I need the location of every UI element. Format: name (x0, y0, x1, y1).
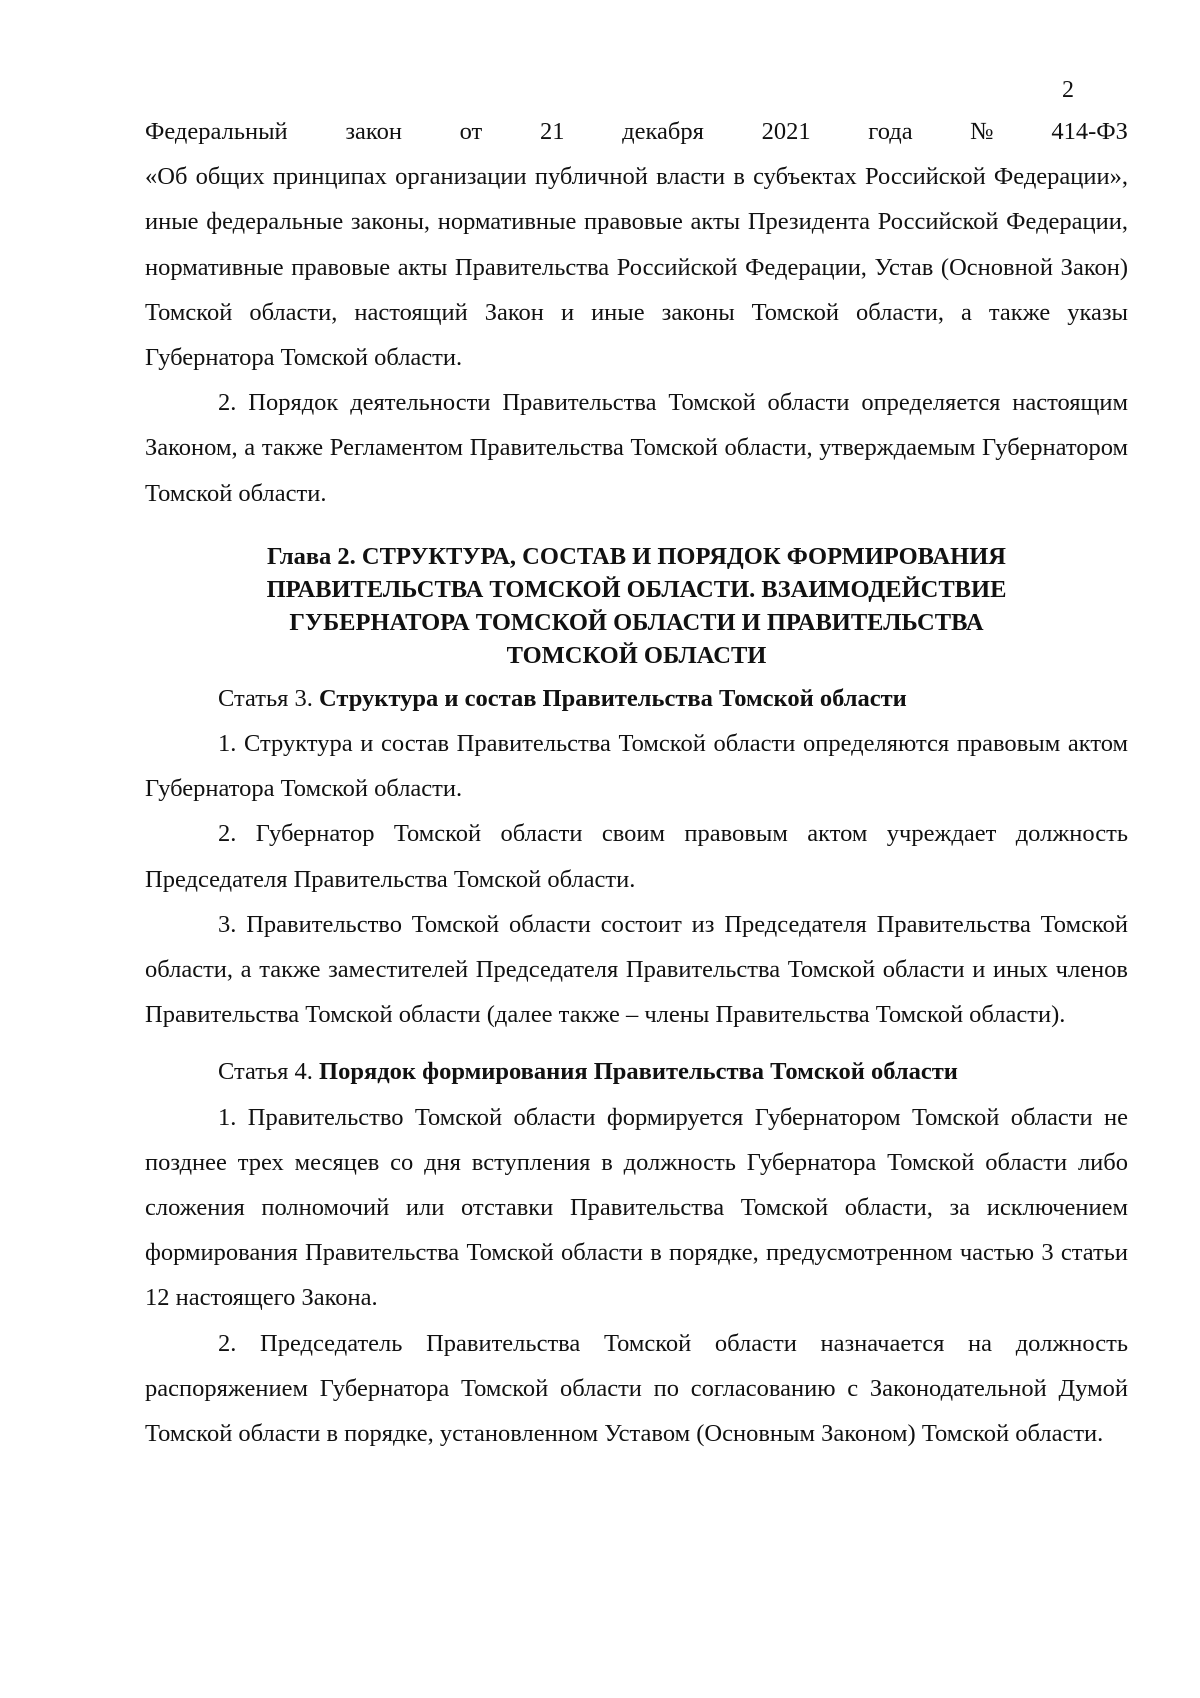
opening-paragraph (145, 109, 1128, 380)
paragraph-2: 2. Порядок деятельности Правительства Томской области определяется настоящим Законом, а также Регламентом Правительства Томской области, утверждаемым Губернатором Томской области. (145, 389, 1128, 507)
opening-word: 21 (539, 118, 565, 145)
opening-first-line (145, 109, 1128, 154)
article-4-name: Порядок формирования Правительства Томской области (319, 1058, 958, 1086)
opening-word: закон (345, 118, 402, 145)
article-4-paragraph: 1. Правительство Томской области формируется Губернатором Томской области не позднее трех месяцев со дня вступления в должность Губернатора Томской области либо сложения полномочий или отставки Правительства Томской области, за исключением формирования Правительства Томской области в порядке, предусмотренном частью 3 статьи 12 настоящего Закона. (145, 1103, 1128, 1312)
chapter-title (145, 540, 1128, 672)
article-3-paragraph: 1. Структура и состав Правительства Томской области определяются правовым актом Губернатора Томской области. (145, 730, 1128, 803)
opening-word: Федеральный (145, 118, 288, 145)
opening-word: года (868, 118, 913, 145)
article-3-heading (145, 676, 1128, 721)
chapter-title-line: ГУБЕРНАТОРА ТОМСКОЙ ОБЛАСТИ И ПРАВИТЕЛЬСТВА (289, 608, 984, 636)
article-3-name: Структура и состав Правительства Томской области (319, 684, 907, 712)
article-4-paragraph: 2. Председатель Правительства Томской области назначается на должность распоряжением Губернатора Томской области по согласованию с Законодательной Думой Томской области в порядке, установленном Уставом (Основным Законом) Томской области. (145, 1329, 1128, 1448)
opening-word: 414-ФЗ (1051, 118, 1128, 145)
chapter-title-line: ПРАВИТЕЛЬСТВА ТОМСКОЙ ОБЛАСТИ. ВЗАИМОДЕЙСТВИЕ (266, 575, 1007, 603)
section-gap (145, 1037, 1128, 1049)
opening-text: «Об общих принципах организации публичной власти в субъектах Российской Федерации», иные федеральные законы, нормативные правовые акты Президента Российской Федерации, нормативные правовые акты Правительства Российской Федерации, Устав (Основной Закон) Томской области, настоящий Закон и иные законы Томской области, а также указы Губернатора Томской области. (145, 163, 1128, 372)
article-3-label: Статья 3. (218, 684, 313, 712)
article-3-paragraph: 3. Правительство Томской области состоит из Председателя Правительства Томской области, а также заместителей Председателя Правительства Томской области и иных членов Правительства Томской области (далее также – члены Правительства Томской области). (145, 910, 1128, 1029)
opening-word: 2021 (761, 118, 811, 145)
article-4-heading (145, 1049, 1128, 1094)
article-3-paragraph: 2. Губернатор Томской области своим правовым актом учреждает должность Председателя Правительства Томской области. (145, 820, 1128, 893)
opening-word: от (459, 118, 483, 145)
document-body (145, 109, 1128, 1456)
page-number: 2 (1062, 77, 1074, 103)
chapter-title-line: ТОМСКОЙ ОБЛАСТИ (506, 641, 767, 669)
opening-word: декабря (622, 118, 704, 145)
opening-word: № (970, 118, 994, 145)
article-4-label: Статья 4. (218, 1058, 313, 1086)
chapter-title-line: Глава 2. СТРУКТУРА, СОСТАВ И ПОРЯДОК ФОРМИРОВАНИЯ (267, 542, 1006, 570)
